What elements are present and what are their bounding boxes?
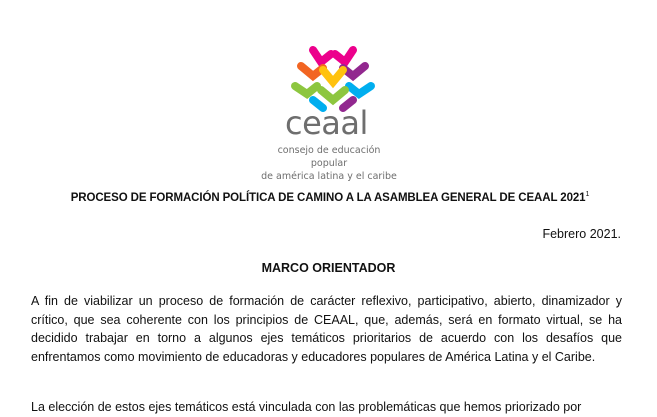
logo-wordmark: ceaal — [285, 104, 368, 142]
document-date: Febrero 2021. — [542, 227, 621, 241]
paragraph-2: La elección de estos ejes temáticos está vinculada con las problemáticas que hemos priorizado por — [31, 400, 582, 414]
document-title-text: PROCESO DE FORMACIÓN POLÍTICA DE CAMINO A LA ASAMBLEA GENERAL DE CEAAL 2021 — [70, 192, 586, 204]
section-heading: MARCO ORIENTADOR — [261, 261, 396, 275]
logo-tagline-line2: de américa latina y el caribe — [261, 171, 397, 182]
paragraph-1: A fin de viabilizar un proceso de formación de carácter reflexivo, participativo, abierto, dinamizador y crítico, que sea coherente con los principios de CEAAL, que, además, será en formato virtual, se ha decidido trabajar en torno a algunos ejes temáticos prioritarios de acuerdo con los desafíos que enfrentamos como movimiento de educadoras y educadores populares de América Latina y el Caribe. — [31, 294, 622, 364]
document-title — [40, 192, 620, 204]
logo-tagline — [259, 144, 399, 183]
logo-tagline-line1: consejo de educación popular — [277, 145, 381, 169]
ceaal-logo-icon — [283, 42, 383, 112]
title-footnote-marker[interactable]: 1 — [585, 191, 590, 199]
